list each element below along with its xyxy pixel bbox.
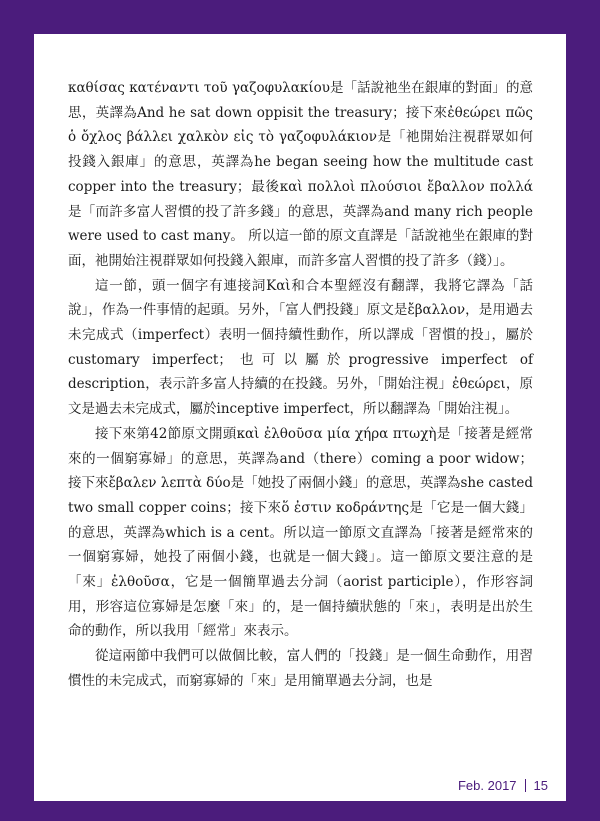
paragraph-2: 這一節，頭一個字有連接詞Καὶ和合本聖經沒有翻譯，我將它譯為「話說」，作為一件事情的起頭。另外，「富人們投錢」原文是ἔβαλλον，是用過去未完成式（imperfect）表明一個持續性動作，所以譯成「習慣的投」，屬於customary imperfect；也可以屬於progressive imperfect of description，表示許多富人持續的在投錢。另外，「開始注視」ἐθεώρει，原文是過去未完成式，屬於inceptive imperfect，所以翻譯為「開始注視」。 xyxy=(68,277,533,418)
paragraph-1: καθίσας κατέναντι τοῦ γαζοφυλακίου是「話說祂坐在銀庫的對面」的意思，英譯為And he sat down oppisit the treasury；接下來ἐθεώρει πῶς ὁ ὄχλος βάλλει χαλκὸν εἰς τὸ γαζοφυλάκιον是「祂開始注視群眾如何投錢入銀庫」的意思，英譯為he began seeing how the multitude cast copper into the treasury；最後καὶ πολλοὶ πλούσιοι ἔβαλλον πολλά是「而許多富人習慣的投了許多錢」的意思，英譯為and many rich people were used to cast many。 所以這一節的原文直譯是「話說祂坐在銀庫的對面，祂開始注視群眾如何投錢入銀庫，而許多富人習慣的投了許多（錢）」。 xyxy=(68,80,533,269)
page-number: 15 xyxy=(533,778,548,793)
article-body xyxy=(68,76,533,694)
paragraph-3: 接下來第42節原文開頭καὶ ἐλθοῦσα μία χήρα πτωχὴ是「接著是經常來的一個窮寡婦」的意思，英譯為and（there）coming a poor widow；接下來ἔβαλεν λεπτὰ δύο是「她投了兩個小錢」的意思，英譯為she casted two small copper coins；接下來ὅ ἐστιν κοδράντης是「它是一個大錢」的意思，英譯為which is a cent。所以這一節原文直譯為「接著是經常來的一個窮寡婦，她投了兩個小錢，也就是一個大錢」。這一節原文要注意的是「來」ἐλθοῦσα，它是一個簡單過去分詞（aorist participle），作形容詞用，形容這位寡婦是怎麼「來」的，是一個持續狀態的「來」，表明是出於生命的動作，所以我用「經常」來表示。 xyxy=(68,425,533,640)
page-border-top xyxy=(0,0,600,34)
issue-date: Feb. 2017 xyxy=(457,778,517,793)
page-footer xyxy=(458,778,548,793)
page-sheet xyxy=(34,34,566,801)
page-border-bottom xyxy=(0,801,600,821)
page-border-right xyxy=(566,0,600,821)
paragraph-4: 從這兩節中我們可以做個比較，富人們的「投錢」是一個生命動作，用習慣性的未完成式，而窮寡婦的「來」是用簡單過去分詞，也是 xyxy=(68,648,533,689)
footer-divider xyxy=(525,779,526,792)
page-border-left xyxy=(0,0,34,821)
